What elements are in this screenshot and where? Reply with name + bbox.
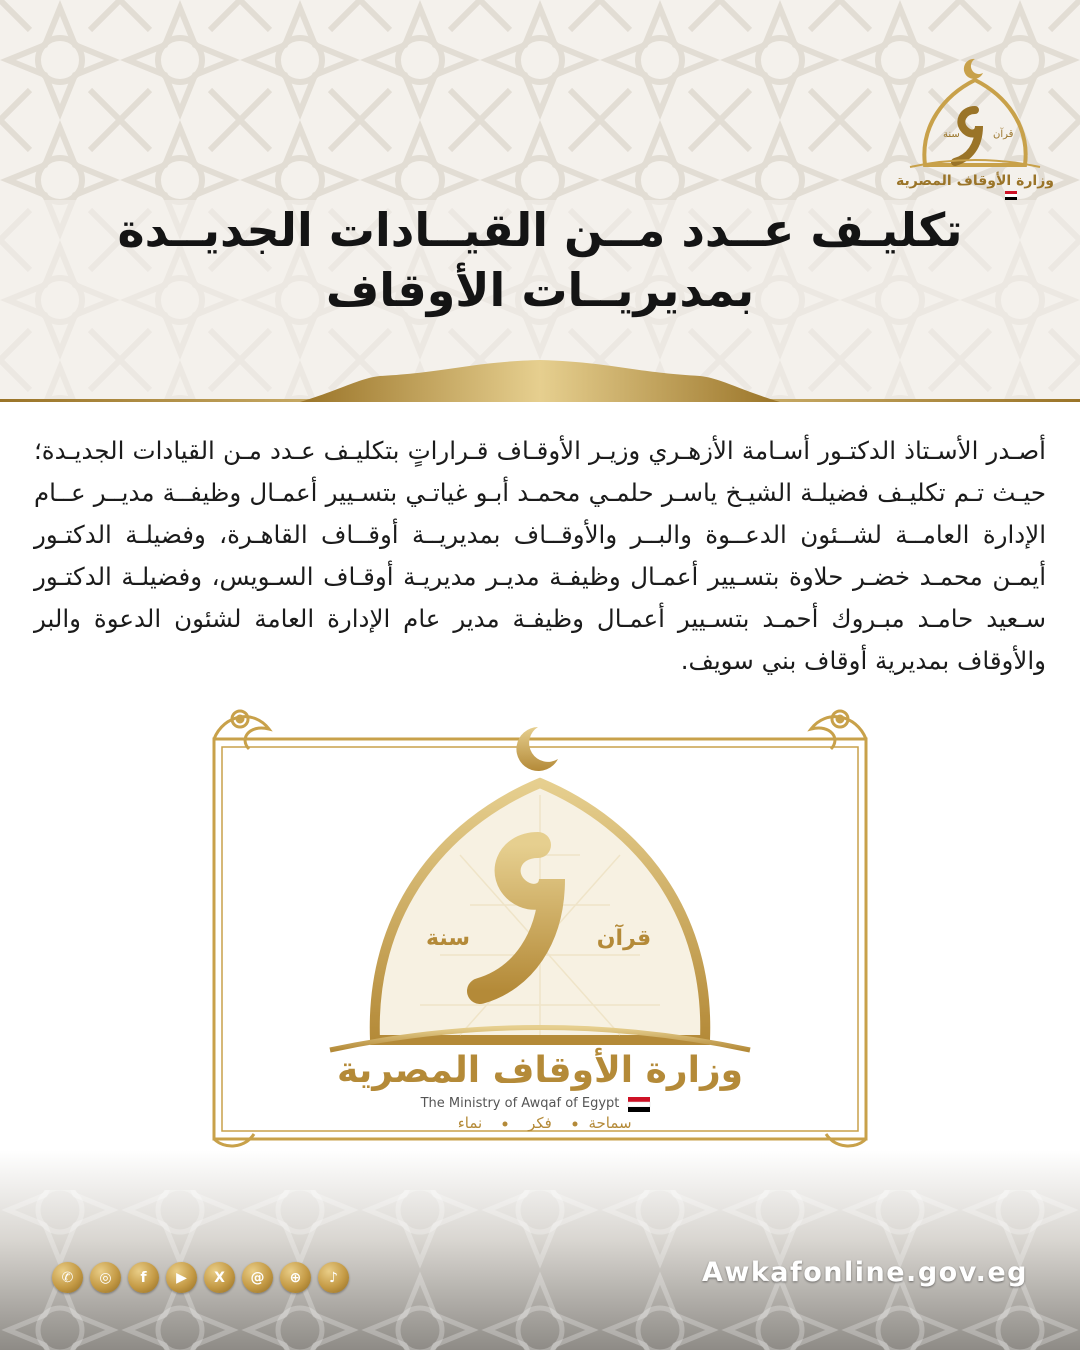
social-icons xyxy=(52,1262,349,1293)
whatsapp-icon[interactable]: ✆ xyxy=(52,1262,83,1293)
website-icon[interactable]: ⊕ xyxy=(280,1262,311,1293)
post-body: أصـدر الأسـتاذ الدكتـور أسـامة الأزهـري وزيـر الأوقـاف قـراراتٍ بتكليـف عـدد مـن القيادات الجديـدة؛ حيـث تـم تكليـف فضيلـة الشيـخ ياسـر حلمـي محمـد أبـو غياتـي بتسـيير أعمـال وظيفــة مديــر عــام الإدارة العامــة لشــئون الدعــوة والبــر والأوقــاف بمديريــة أوقــاف القاهـرة، وفضيلـة الدكتـور أيمـن محمـد خضـر حلاوة بتسـيير أعمـال وظيفـة مديـر مديريـة أوقـاف السـويس، وفضيلـة الدكتـور سـعيد حامـد مبـروك أحمـد بتسـيير أعمـال وظيفـة مدير عام الإدارة العامة لشئون الدعوة والبر والأوقاف بمديرية أوقاف بني سويف. xyxy=(34,436,1046,675)
motto-1: سماحة xyxy=(588,1114,632,1132)
instagram-icon[interactable]: ◎ xyxy=(90,1262,121,1293)
post-title: تكليـف عــدد مــن القيــادات الجديــدة بمديريــات الأوقاف xyxy=(117,203,963,317)
logo-small-sunnah: سنة xyxy=(943,129,960,140)
threads-icon[interactable]: @ xyxy=(242,1262,273,1293)
logo-sunnah: سنة xyxy=(426,926,470,951)
logo-quran: قرآن xyxy=(596,926,652,951)
gold-divider xyxy=(0,360,1080,410)
motto-3: نماء xyxy=(457,1114,483,1132)
x-icon[interactable]: X xyxy=(204,1262,235,1293)
logo-ministry-ar: وزارة الأوقاف المصرية xyxy=(336,1050,744,1091)
footer-band xyxy=(0,1150,1080,1350)
ministry-emblem xyxy=(200,705,880,1150)
tiktok-icon[interactable]: ♪ xyxy=(318,1262,349,1293)
website-link[interactable]: Awkafonline.gov.eg xyxy=(701,1257,1028,1288)
ministry-logo-small xyxy=(896,55,1054,205)
facebook-icon[interactable]: f xyxy=(128,1262,159,1293)
youtube-icon[interactable]: ▶ xyxy=(166,1262,197,1293)
logo-small-ministry-ar: وزارة الأوقاف المصرية xyxy=(896,173,1054,189)
logo-small-quran: قرآن xyxy=(993,129,1014,140)
motto-2: فكر xyxy=(528,1114,552,1132)
logo-ministry-en: The Ministry of Awqaf of Egypt xyxy=(420,1096,620,1111)
